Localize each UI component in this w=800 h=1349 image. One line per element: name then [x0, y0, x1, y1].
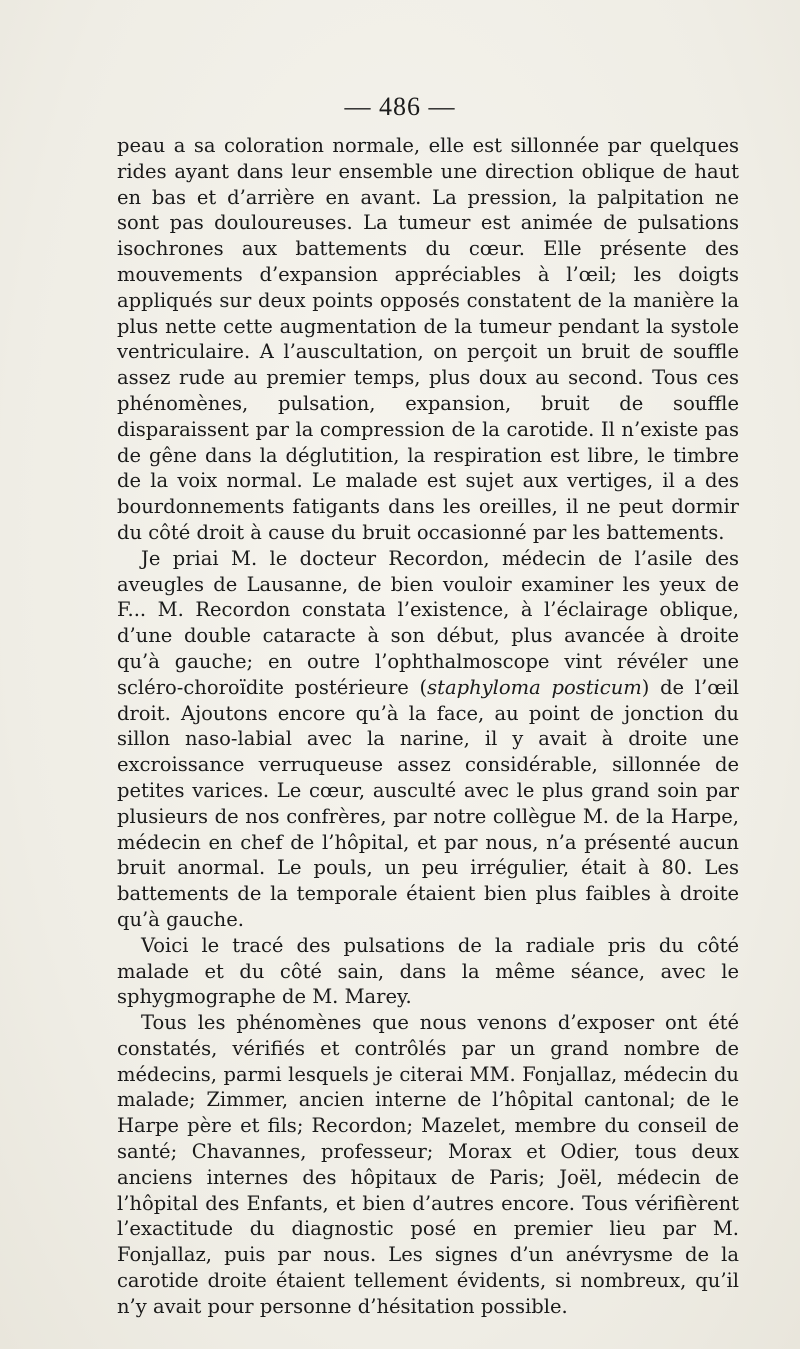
paragraph-text: Je priai M. le docteur Recordon, médecin de l’asile des aveugles de Lausanne, de bien vouloir examiner les yeux de F... M. Recordon constata l’existence, à l’éclairage oblique, d’une double cataracte à son début, plus avancée à droite qu’à gauche; en outre l’ophthalmoscope vint révéler une scléro-choroïdite postérieure (	[117, 546, 739, 699]
paragraph-text: peau a sa coloration normale, elle est sillonnée par quelques rides ayant dans leur ensemble une direction oblique de haut en bas et d’arrière en avant. La pression, la palpitation ne sont pas douloureuses. La tumeur est animée de pulsations isochrones aux battements du cœur. Elle présente des mouvements d’expansion appréciables à l’œil; les doigts appliqués sur deux points opposés constatent de la manière la plus nette cette augmentation de la tumeur pendant la systole ventriculaire. A l’auscultation, on perçoit un bruit de souffle assez rude au premier temps, plus doux au second. Tous ces phénomènes, pulsation, expansion, bruit de souffle disparaissent par la compression de la carotide. Il n’existe pas de gêne dans la déglutition, la respiration est libre, le timbre de la voix normal. Le malade est sujet aux vertiges, il a des bourdonnements fatigants dans les oreilles, il ne peut dormir du côté droit à cause du bruit occasionné par les battements.	[117, 134, 739, 544]
paragraph	[117, 546, 739, 933]
paragraph-text: Tous les phénomènes que nous venons d’exposer ont été constatés, vérifiés et contrôlés par un grand nombre de médecins, parmi lesquels je citerai MM. Fonjallaz, médecin du malade; Zimmer, ancien interne de l’hôpital cantonal; de le Harpe père et fils; Recordon; Mazelet, membre du conseil de santé; Chavannes, professeur; Morax et Odier, tous deux anciens internes des hôpitaux de Paris; Joël, médecin de l’hôpital des Enfants, et bien d’autres encore. Tous vérifièrent l’exactitude du diagnostic posé en premier lieu par M. Fonjallaz, puis par nous. Les signes d’un anévrysme de la carotide droite étaient tellement évidents, si nombreux, qu’il n’y avait pour personne d’hésitation possible.	[117, 1011, 739, 1318]
italic-term: staphyloma posticum	[427, 675, 642, 699]
paragraph	[117, 1010, 739, 1320]
paragraph	[117, 933, 739, 1010]
paragraph-text: Voici le tracé des pulsations de la radiale pris du côté malade et du côté sain, dans la même séance, avec le sphygmographe de M. Marey.	[117, 933, 739, 1009]
page-number: — 486 —	[344, 92, 456, 121]
body-text	[117, 133, 739, 1320]
paragraph-text: ) de l’œil droit. Ajoutons encore qu’à la face, au point de jonction du sillon naso-labial avec la narine, il y avait à droite une excroissance verruqueuse assez considérable, sillonnée de petites varices. Le cœur, ausculté avec le plus grand soin par plusieurs de nos confrères, par notre collègue M. de la Harpe, médecin en chef de l’hôpital, et par nous, n’a présenté aucun bruit anormal. Le pouls, un peu irrégulier, était à 80. Les battements de la temporale étaient bien plus faibles à droite qu’à gauche.	[117, 675, 739, 931]
paragraph	[117, 133, 739, 546]
